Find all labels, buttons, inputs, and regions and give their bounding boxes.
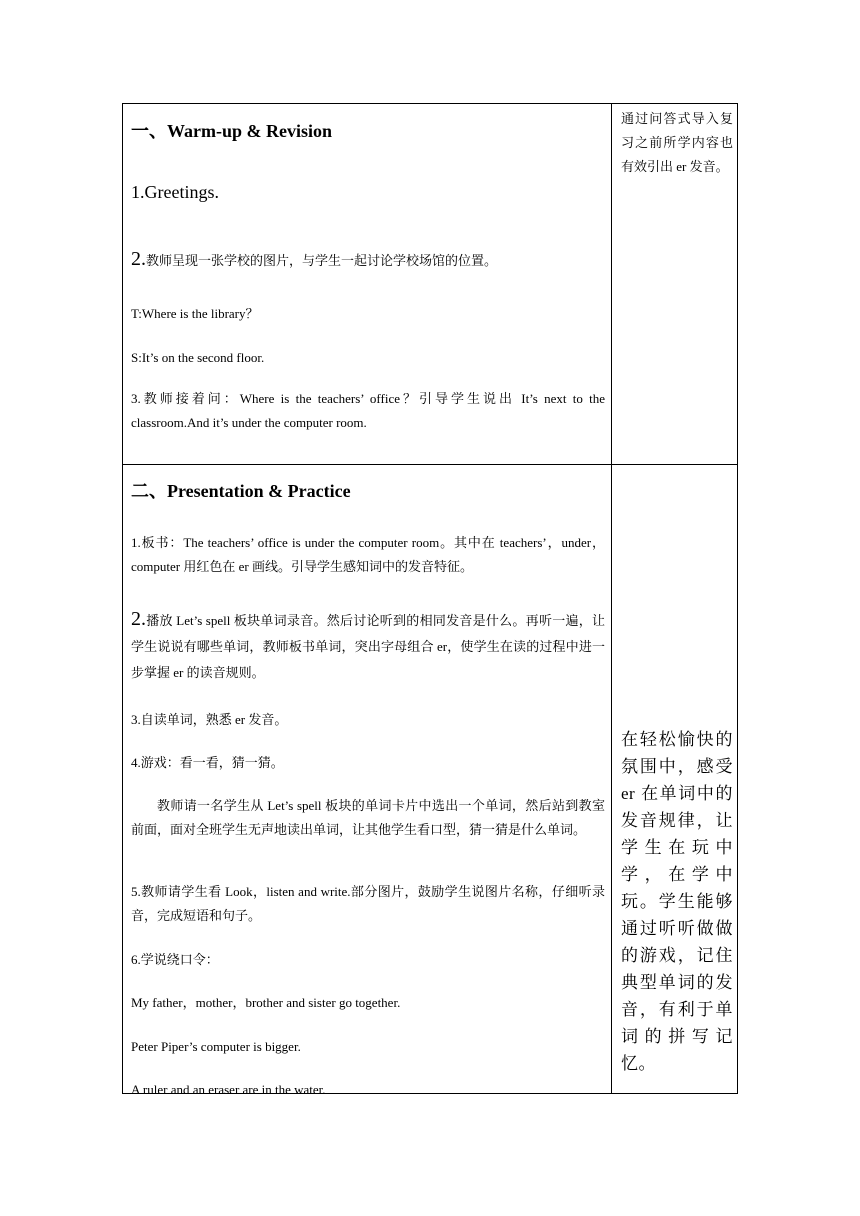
column-divider [611, 104, 612, 1093]
item-4: 4.游戏：看一看，猜一猜。 [131, 755, 284, 770]
item-3: 3.自读单词，熟悉 er 发音。 [131, 712, 288, 727]
section-heading: 一、Warm-up & Revision [131, 121, 333, 141]
item-2: 2.教师呈现一张学校的图片，与学生一起讨论学校场馆的位置。 [131, 248, 498, 270]
tongue-twister-3: A ruler and an eraser are in the water. [131, 1082, 326, 1097]
section-presentation-note: 在轻松愉快的氛围中，感受 er 在单词中的发音规律，让学生在玩中学，在学中玩。学生能够通过听听做做的游戏，记住典型单词的发音，有利于单词的拼写记忆。 [621, 730, 733, 1073]
dialog-question: T:Where is the library？ [131, 306, 259, 321]
item-2: 2.播放 Let’s spell 板块单词录音。然后讨论听到的相同发音是什么。再听一遍，让学生说说有哪些单词，教师板书单词，突出字母组合 er，使学生在读的过程中进一步掌握 er 的读音规则。 [131, 608, 605, 680]
item-6: 6.学说绕口令： [131, 952, 219, 967]
greetings-item: 1.Greetings. [131, 182, 219, 202]
tongue-twister-2: Peter Piper’s computer is bigger. [131, 1039, 301, 1054]
dialog-answer: S:It’s on the second floor. [131, 350, 265, 365]
tongue-twister-1: My father，mother，brother and sister go together. [131, 995, 401, 1010]
item-1: 1.板书：The teachers’ office is under the computer room。其中在 teachers’，under，computer 用红色在 er 画线。引导学生感知词中的发音特征。 [131, 535, 605, 574]
section-warmup-note: 通过问答式导入复习之前所学内容也有效引出 er 发音。 [621, 111, 733, 174]
section-heading: 二、Presentation & Practice [131, 481, 351, 501]
item-4-description: 教师请一名学生从 Let’s spell 板块的单词卡片中选出一个单词，然后站到教室前面，面对全班学生无声地读出单词，让其他学生看口型，猜一猜是什么单词。 [131, 798, 605, 837]
item-5: 5.教师请学生看 Look，listen and write.部分图片，鼓励学生说图片名称，仔细听录音，完成短语和句子。 [131, 884, 605, 923]
row-divider [123, 464, 737, 465]
lesson-plan-table [122, 103, 738, 1097]
item-3: 3.教师接着问：Where is the teachers’ office？引导学生说出 It’s next to the classroom.And it’s under the computer room. [131, 391, 605, 430]
